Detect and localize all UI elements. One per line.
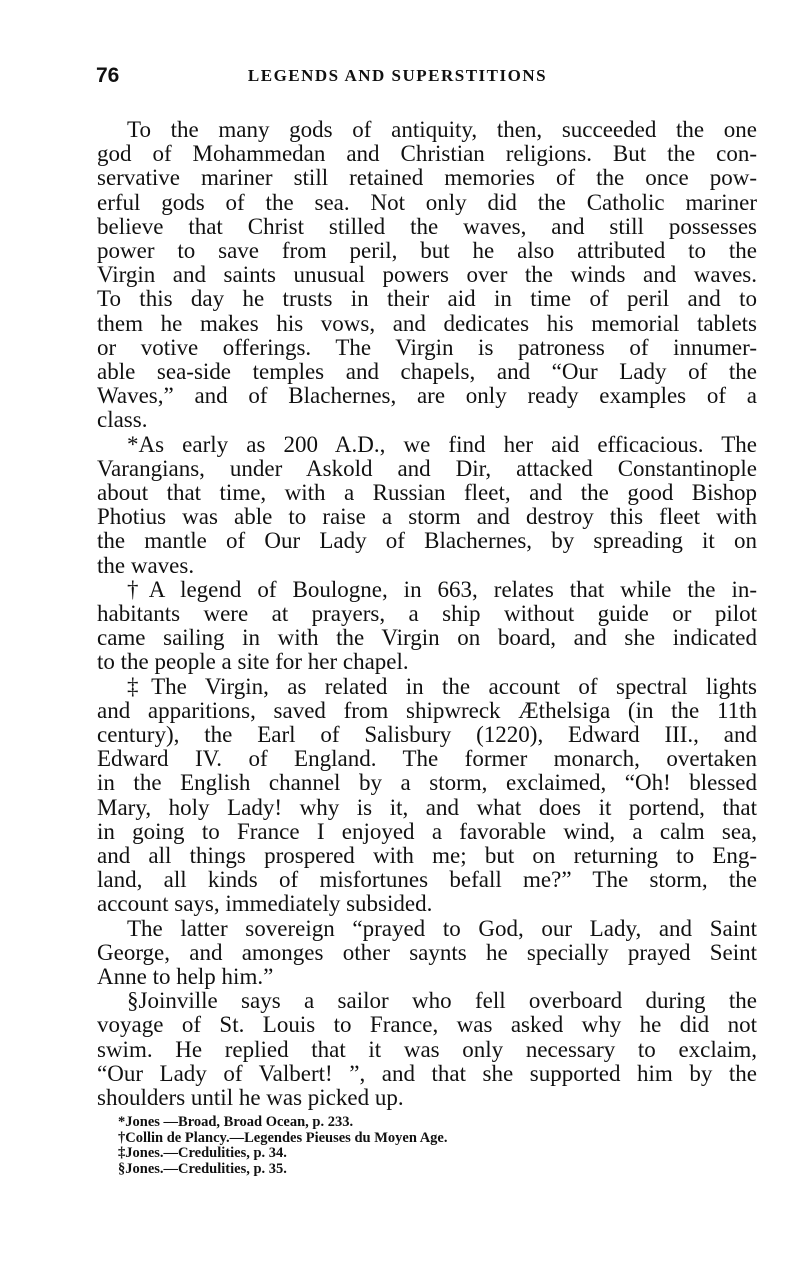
text-line: §Joinville says a sailor who fell overboard during the (127, 988, 757, 1014)
text-line: god of Mohammedan and Christian religions. But the con- (97, 141, 757, 167)
text-line: class. (97, 407, 148, 433)
text-line: erful gods of the sea. Not only did the Catholic mariner (97, 189, 757, 215)
text-line: *As early as 200 A.D., we find her aid efficacious. The (127, 431, 757, 457)
text-line: able sea-side temples and chapels, and “Our Lady of the (97, 359, 757, 384)
text-line: Photius was able to raise a storm and destroy this fleet with (97, 504, 757, 530)
text-line: swim. He replied that it was only necessary to exclaim, (97, 1036, 757, 1062)
text-line: To this day he trusts in their aid in time of peril and to (97, 286, 757, 312)
text-line: and apparitions, saved from shipwreck Æthelsiga (in the 11th (97, 697, 757, 723)
footnote: †Collin de Plancy.—Legendes Pieuses du Moyen Age. (118, 1129, 448, 1146)
text-line: Anne to help him.” (97, 964, 274, 989)
text-line: Mary, holy Lady! why is it, and what does it portend, that (97, 794, 757, 820)
text-line: came sailing in with the Virgin on board, and she indicated (97, 625, 757, 651)
text-line: Virgin and saints unusual powers over the winds and waves. (97, 262, 757, 288)
text-line: †A legend of Boulogne, in 663, relates that while the in- (127, 576, 757, 602)
text-line: voyage of St. Louis to France, was asked why he did not (97, 1012, 757, 1038)
text-line: land, all kinds of misfortunes befall me?” The storm, the (97, 867, 757, 893)
text-line: George, and amonges other saynts he specially prayed Seint (97, 939, 757, 965)
text-line: habitants were at prayers, a ship without guide or pilot (97, 601, 757, 626)
footnote: §Jones.—Credulities, p. 35. (118, 1160, 287, 1177)
running-head: LEGENDS AND SUPERSTITIONS (247, 66, 548, 85)
text-line: The latter sovereign “prayed to God, our Lady, and Saint (127, 915, 757, 941)
text-line: or votive offerings. The Virgin is patroness of innumer- (97, 334, 757, 360)
text-line: the waves. (97, 552, 195, 578)
text-line: them he makes his vows, and dedicates his memorial tablets (97, 310, 757, 336)
text-line: Waves,” and of Blachernes, are only ready examples of a (97, 383, 757, 409)
text-line: about that time, with a Russian fleet, and the good Bishop (97, 480, 757, 505)
text-line: shoulders until he was picked up. (97, 1085, 404, 1110)
page-number: 76 (96, 64, 120, 87)
text-line: century), the Earl of Salisbury (1220), Edward III., and (97, 722, 757, 747)
footnote: ‡Jones.—Credulities, p. 34. (118, 1145, 287, 1161)
text-line: Edward IV. of England. The former monarch, overtaken (97, 746, 757, 772)
text-line: believe that Christ stilled the waves, and still possesses (97, 213, 757, 239)
text-line: ‡The Virgin, as related in the account of spectral lights (127, 673, 757, 699)
text-line: To the many gods of antiquity, then, succeeded the one (127, 117, 757, 142)
text-line: “Our Lady of Valbert! ”, and that she supported him by the (97, 1060, 757, 1086)
text-line: the mantle of Our Lady of Blachernes, by spreading it on (97, 528, 757, 554)
text-line: in the English channel by a storm, exclaimed, “Oh! blessed (97, 770, 757, 796)
text-line: to the people a site for her chapel. (97, 649, 409, 675)
text-line: and all things prospered with me; but on returning to Eng- (97, 843, 757, 868)
text-line: Varangians, under Askold and Dir, attacked Constantinople (97, 455, 757, 481)
text-line: power to save from peril, but he also attributed to the (97, 238, 757, 263)
text-line: servative mariner still retained memories of the once pow- (97, 165, 757, 191)
text-line: in going to France I enjoyed a favorable wind, a calm sea, (97, 818, 757, 844)
footnote: *Jones —Broad, Broad Ocean, p. 233. (118, 1114, 354, 1130)
text-line: account says, immediately subsided. (97, 891, 433, 917)
